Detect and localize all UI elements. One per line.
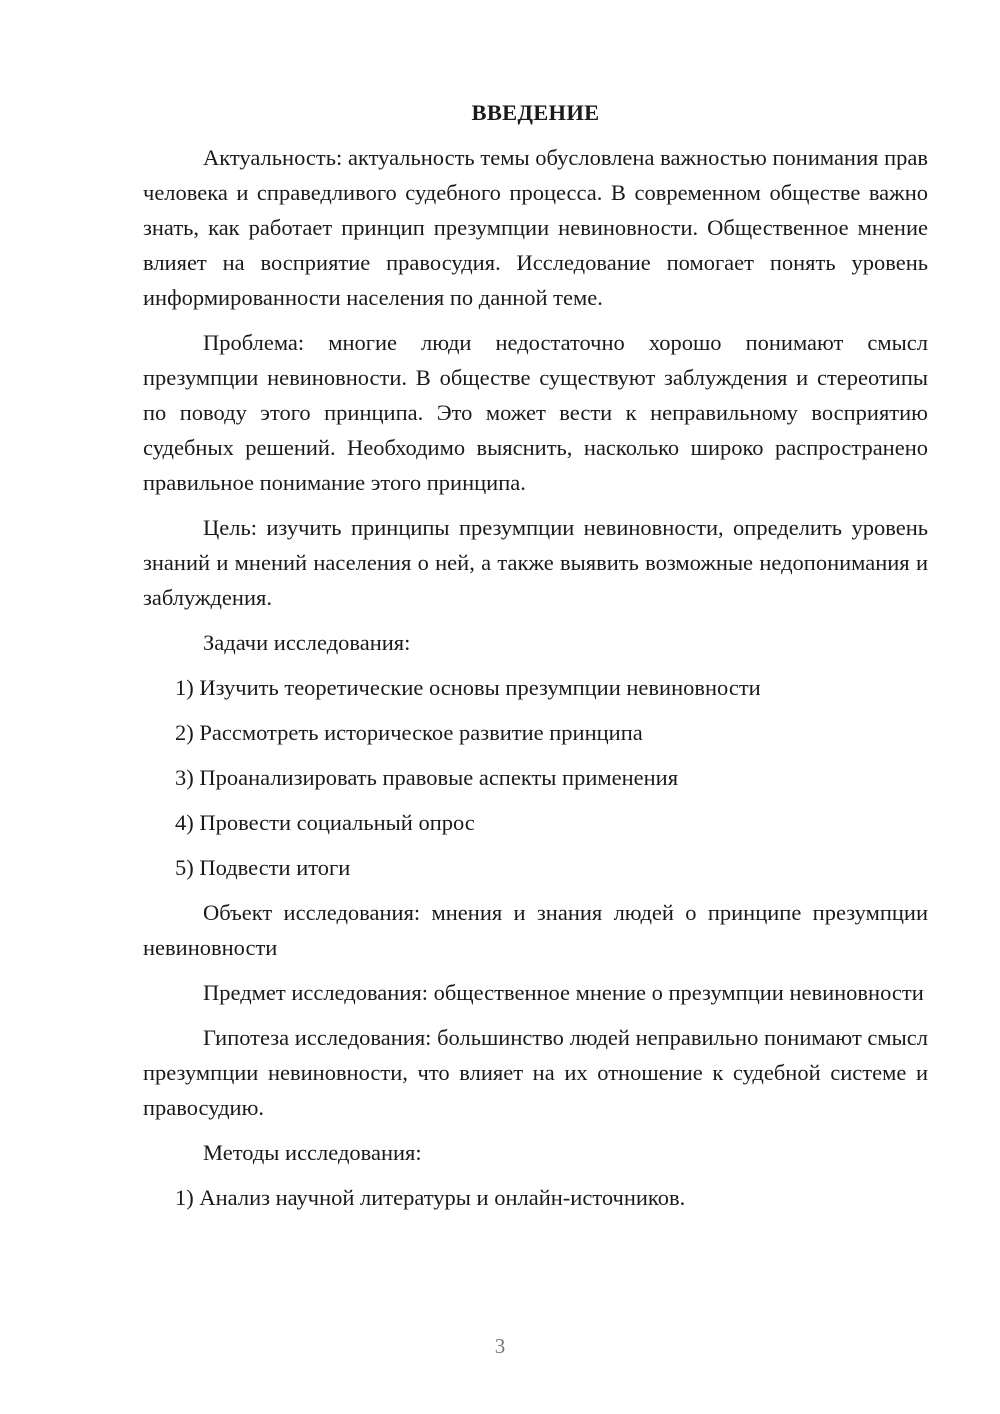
list-item: 1) Изучить теоретические основы презумпции невиновности <box>175 675 761 700</box>
paragraph-hypothesis: Гипотеза исследования: большинство людей неправильно понимают смысл презумпции невиновности, что влияет на их отношение к судебной системе и правосудию. <box>143 1025 928 1120</box>
list-item: 3) Проанализировать правовые аспекты применения <box>175 765 679 790</box>
list-item: 4) Провести социальный опрос <box>175 810 475 835</box>
list-item: 5) Подвести итоги <box>175 855 351 880</box>
methods-list <box>143 1180 928 1215</box>
page-number: 3 <box>494 1334 506 1358</box>
paragraph-subject: Предмет исследования: общественное мнение о презумпции невиновности <box>203 980 924 1005</box>
paragraph-problem: Проблема: многие люди недостаточно хорошо понимают смысл презумпции невиновности. В обществе существуют заблуждения и стереотипы по поводу этого принципа. Это может вести к неправильному восприятию судебных решений. Необходимо выяснить, насколько широко распространено правильное понимание этого принципа. <box>143 330 928 495</box>
methods-heading: Методы исследования: <box>203 1140 422 1165</box>
tasks-heading: Задачи исследования: <box>203 630 411 655</box>
page-title: ВВЕДЕНИЕ <box>471 100 600 125</box>
paragraph-object: Объект исследования: мнения и знания людей о принципе презумпции невиновности <box>143 900 928 960</box>
list-item: 1) Анализ научной литературы и онлайн-источников. <box>175 1185 686 1210</box>
tasks-list <box>143 670 928 885</box>
paragraph-goal: Цель: изучить принципы презумпции невиновности, определить уровень знаний и мнений населения о ней, а также выявить возможные недопонимания и заблуждения. <box>143 515 928 610</box>
document-page <box>143 95 928 1225</box>
paragraph-relevance: Актуальность: актуальность темы обусловлена важностью понимания прав человека и справедливого судебного процесса. В современном обществе важно знать, как работает принцип презумпции невиновности. Общественное мнение влияет на восприятие правосудия. Исследование помогает понять уровень информированности населения по данной теме. <box>143 145 928 310</box>
list-item: 2) Рассмотреть историческое развитие принципа <box>175 720 643 745</box>
